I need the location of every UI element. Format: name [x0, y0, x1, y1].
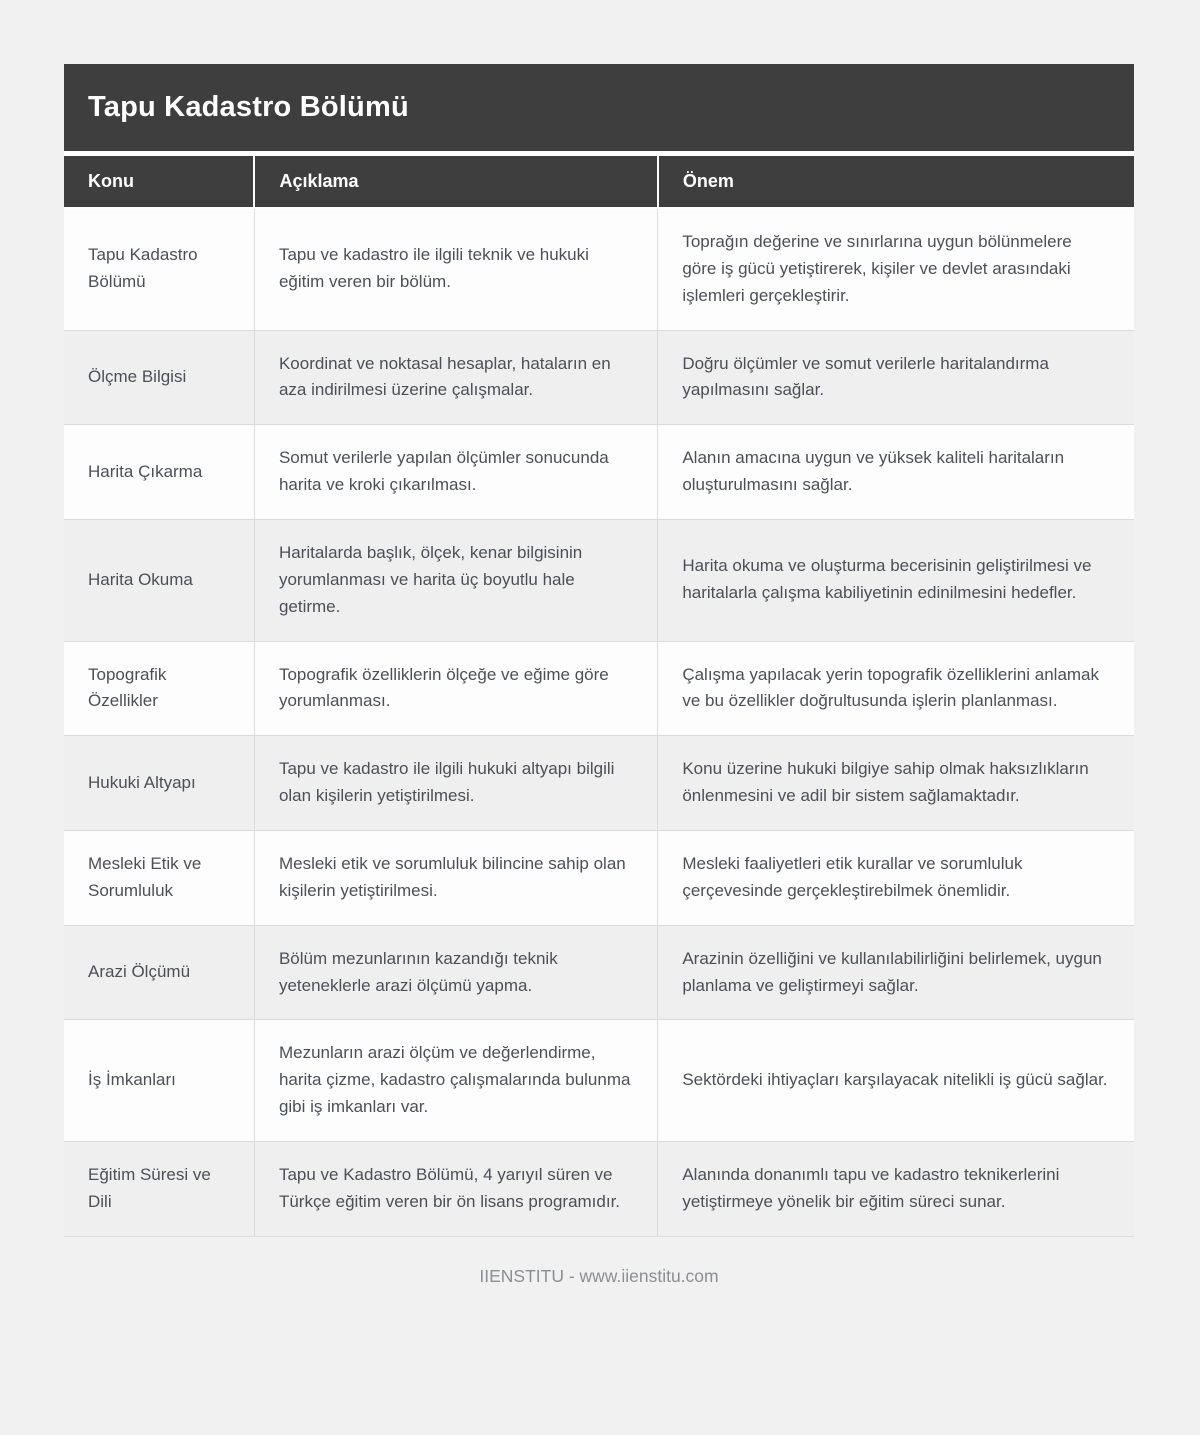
cell-konu: Harita Okuma	[64, 520, 254, 642]
table-row	[64, 736, 1134, 831]
column-header-onem: Önem	[658, 155, 1134, 208]
cell-onem: Sektördeki ihtiyaçları karşılayacak nitelikli iş gücü sağlar.	[658, 1020, 1134, 1142]
cell-konu: Mesleki Etik ve Sorumluluk	[64, 831, 254, 926]
cell-aciklama: Tapu ve kadastro ile ilgili hukuki altyapı bilgili olan kişilerin yetiştirilmesi.	[254, 736, 657, 831]
table-row	[64, 1020, 1134, 1142]
table-row	[64, 520, 1134, 642]
cell-aciklama: Tapu ve Kadastro Bölümü, 4 yarıyıl süren ve Türkçe eğitim veren bir ön lisans programıdır.	[254, 1142, 657, 1237]
table-row	[64, 330, 1134, 425]
cell-onem: Doğru ölçümler ve somut verilerle haritalandırma yapılmasını sağlar.	[658, 330, 1134, 425]
cell-onem: Mesleki faaliyetleri etik kurallar ve sorumluluk çerçevesinde gerçekleştirebilmek önemlidir.	[658, 831, 1134, 926]
table-row	[64, 1142, 1134, 1237]
cell-aciklama: Mezunların arazi ölçüm ve değerlendirme, harita çizme, kadastro çalışmalarında bulunma gibi iş imkanları var.	[254, 1020, 657, 1142]
table-header-row	[64, 155, 1134, 208]
cell-aciklama: Haritalarda başlık, ölçek, kenar bilgisinin yorumlanması ve harita üç boyutlu hale getirme.	[254, 520, 657, 642]
cell-onem: Çalışma yapılacak yerin topografik özelliklerini anlamak ve bu özellikler doğrultusunda işlerin planlanması.	[658, 641, 1134, 736]
cell-onem: Harita okuma ve oluşturma becerisinin geliştirilmesi ve haritalarla çalışma kabiliyetinin edinilmesini hedefler.	[658, 520, 1134, 642]
table-card	[64, 64, 1134, 1237]
cell-konu: İş İmkanları	[64, 1020, 254, 1142]
cell-konu: Hukuki Altyapı	[64, 736, 254, 831]
cell-konu: Topografik Özellikler	[64, 641, 254, 736]
cell-onem: Arazinin özelliğini ve kullanılabilirliğini belirlemek, uygun planlama ve geliştirmeyi sağlar.	[658, 925, 1134, 1020]
cell-konu: Tapu Kadastro Bölümü	[64, 208, 254, 330]
cell-onem: Toprağın değerine ve sınırlarına uygun bölünmelere göre iş gücü yetiştirerek, kişiler ve devlet arasındaki işlemleri gerçekleştirir.	[658, 208, 1134, 330]
cell-onem: Alanın amacına uygun ve yüksek kaliteli haritaların oluşturulmasını sağlar.	[658, 425, 1134, 520]
cell-onem: Alanında donanımlı tapu ve kadastro teknikerlerini yetiştirmeye yönelik bir eğitim süreci sunar.	[658, 1142, 1134, 1237]
table-row	[64, 641, 1134, 736]
cell-aciklama: Topografik özelliklerin ölçeğe ve eğime göre yorumlanması.	[254, 641, 657, 736]
table-row	[64, 925, 1134, 1020]
cell-aciklama: Tapu ve kadastro ile ilgili teknik ve hukuki eğitim veren bir bölüm.	[254, 208, 657, 330]
column-header-konu: Konu	[64, 155, 254, 208]
cell-konu: Eğitim Süresi ve Dili	[64, 1142, 254, 1237]
table-body	[64, 208, 1134, 1236]
info-table	[64, 154, 1134, 1237]
cell-aciklama: Somut verilerle yapılan ölçümler sonucunda harita ve kroki çıkarılması.	[254, 425, 657, 520]
cell-konu: Arazi Ölçümü	[64, 925, 254, 1020]
cell-aciklama: Bölüm mezunlarının kazandığı teknik yeteneklerle arazi ölçümü yapma.	[254, 925, 657, 1020]
cell-konu: Ölçme Bilgisi	[64, 330, 254, 425]
table-row	[64, 425, 1134, 520]
column-header-aciklama: Açıklama	[254, 155, 657, 208]
cell-onem: Konu üzerine hukuki bilgiye sahip olmak haksızlıkların önlenmesini ve adil bir sistem sağlamaktadır.	[658, 736, 1134, 831]
cell-aciklama: Mesleki etik ve sorumluluk bilincine sahip olan kişilerin yetiştirilmesi.	[254, 831, 657, 926]
footer-credit: IIENSTITU - www.iienstitu.com	[479, 1265, 719, 1286]
table-row	[64, 208, 1134, 330]
page-title: Tapu Kadastro Bölümü	[64, 64, 1134, 151]
cell-aciklama: Koordinat ve noktasal hesaplar, hataların en aza indirilmesi üzerine çalışmalar.	[254, 330, 657, 425]
cell-konu: Harita Çıkarma	[64, 425, 254, 520]
table-row	[64, 831, 1134, 926]
